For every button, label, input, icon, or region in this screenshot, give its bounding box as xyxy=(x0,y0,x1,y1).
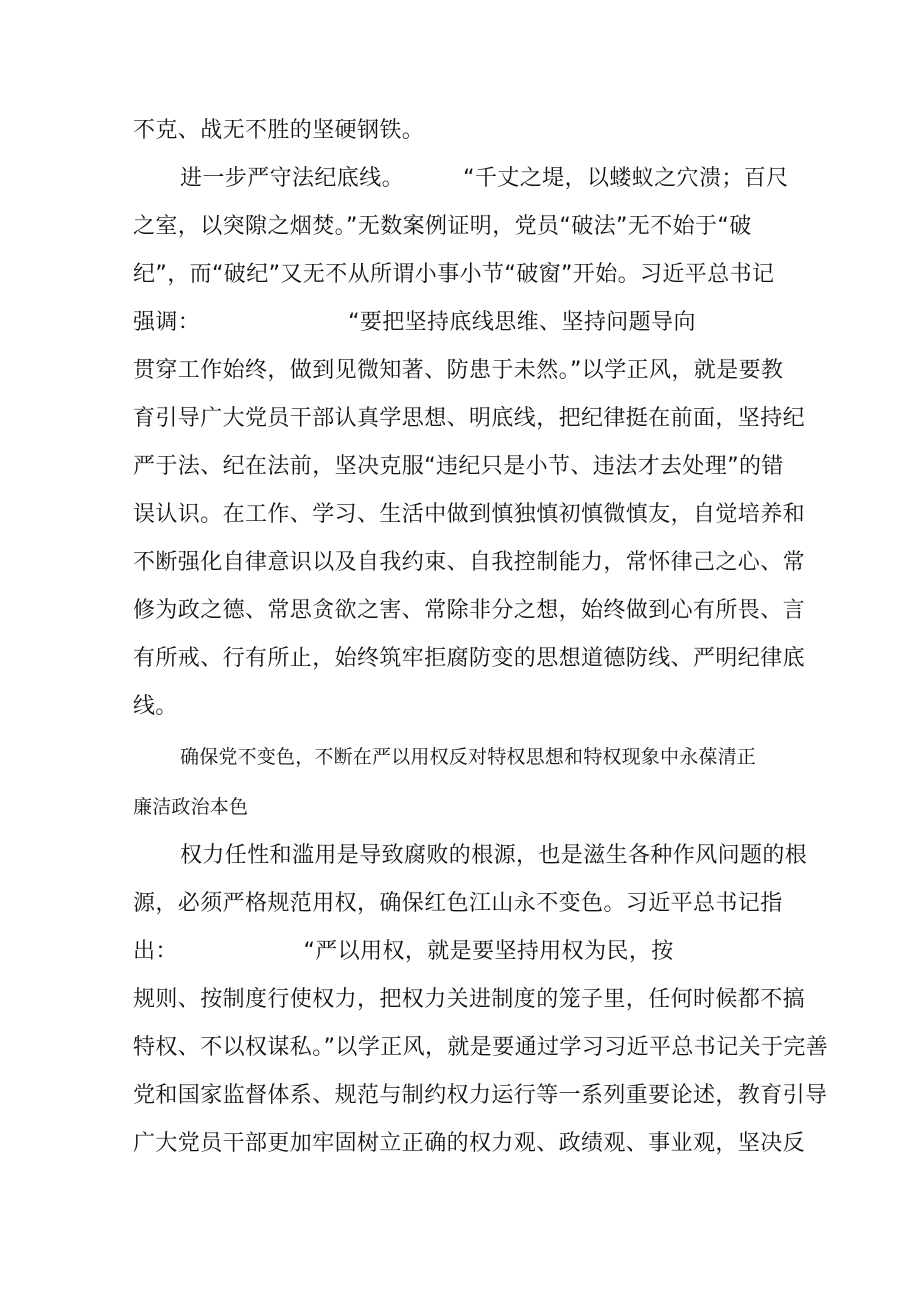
paragraph-line: 线。 xyxy=(133,694,178,719)
paragraph-line: 权力任性和滥用是导致腐败的根源，也是滋生各种作风问题的根 xyxy=(180,843,808,868)
paragraph-line: 育引导广大党员干部认真学思想、明底线，把纪律挺在前面，坚持纪 xyxy=(133,406,806,431)
paragraph-line: 不克、战无不胜的坚硬钢铁。 xyxy=(133,118,425,143)
paragraph-line: 有所戒、行有所止，始终筑牢拒腐防变的思想道德防线、严明纪律底 xyxy=(133,646,806,671)
paragraph-line: 广大党员干部更加牢固树立正确的权力观、政绩观、事业观，坚决反 xyxy=(133,1131,806,1156)
paragraph-line: 规则、按制度行使权力，把权力关进制度的笼子里，任何时候都不搞 xyxy=(133,987,806,1012)
paragraph-line: 特权、不以权谋私。”以学正风，就是要通过学习习近平总书记关于完善 xyxy=(133,1035,829,1060)
paragraph-line: 误认识。在工作、学习、生活中做到慎独慎初慎微慎友，自觉培养和 xyxy=(133,502,806,527)
paragraph-line: 出： “严以用权，就是要坚持用权为民，按 xyxy=(133,939,674,964)
paragraph-line: 强调： “要把坚持底线思维、坚持问题导向 xyxy=(133,310,696,335)
section-heading-line: 廉洁政治本色 xyxy=(133,796,249,818)
paragraph-line: 不断强化自律意识以及自我约束、自我控制能力，常怀律己之心、常 xyxy=(133,550,806,575)
paragraph-line: 严于法、纪在法前，坚决克服“违纪只是小节、违法才去处理”的错 xyxy=(133,454,784,479)
paragraph-line: 之室，以突隙之烟焚。”无数案例证明，党员“破法”无不始于“破 xyxy=(133,214,752,239)
paragraph-line: 纪”，而“破纪”又无不从所谓小事小节“破窗”开始。习近平总书记 xyxy=(133,262,775,287)
paragraph-line: 贯穿工作始终，做到见微知著、防患于未然。”以学正风，就是要教 xyxy=(133,358,784,383)
section-heading-line: 确保党不变色，不断在严以用权反对特权思想和特权现象中永葆清正 xyxy=(180,746,757,768)
paragraph-line: 修为政之德、常思贪欲之害、常除非分之想，始终做到心有所畏、言 xyxy=(133,598,806,623)
paragraph-line: 进一步严守法纪底线。 “千丈之堤，以蝼蚁之穴溃；百尺 xyxy=(180,166,789,191)
paragraph-line: 源，必须严格规范用权，确保红色江山永不变色。习近平总书记指 xyxy=(133,891,783,916)
paragraph-line: 党和国家监督体系、规范与制约权力运行等一系列重要论述，教育引导 xyxy=(133,1083,828,1108)
